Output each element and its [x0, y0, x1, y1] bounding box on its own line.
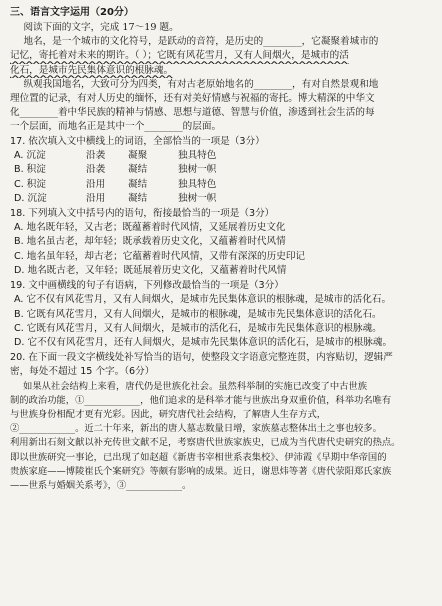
option-word: 沿袭 — [86, 150, 106, 162]
passage-line: 地名，是一个城市的文化符号，是跃动的音符，是历史的________，它凝聚着城市的 — [23, 36, 379, 48]
passage-line: ——世系与婚姻关系考》，③____________。 — [10, 479, 192, 491]
passage-line: 理位置的记录，有对人历史的缅怀，还有对美好情感与祝福的寄托。博大精深的中华文 — [10, 93, 375, 105]
option-b[interactable] — [10, 163, 432, 177]
option-d[interactable]: D. 它不仅有风花雪月，还有人间烟火，是城市先民集体意识的活化石，是城市的根脉魂。 — [14, 337, 393, 349]
passage-line: 化________着中华民族的精神与情感、思想与道德、智慧与价值，渗透到社会生活的每 — [10, 107, 375, 119]
passage-line — [10, 64, 432, 78]
passage-line: 贵族家庭——博陵崔氏个案研究》等颇有影响的成果。近日，谢思炜等著《唐代荥阳郑氏家族 — [10, 465, 392, 477]
underlined-sentence: 化石，是城市先民集体意识的根脉魂。 — [10, 64, 174, 76]
option-word: 独具特色 — [178, 178, 217, 190]
question-19 — [10, 279, 432, 351]
option-a[interactable]: A. 它不仅有风花雪月，又有人间烟火，是城市先民集体意识的根脉魂，是城市的活化石。 — [14, 294, 392, 306]
passage-line: 纵观我国地名，大致可分为四类，有对古老原始地名的________，有对自然景观和地 — [23, 78, 379, 90]
passage-line: ②____________。近二十年来，新出的唐人墓志数量日增，家族墓志整体出土之事也较多。 — [10, 423, 382, 435]
reading-passage — [10, 21, 432, 135]
option-word: 沿用 — [86, 193, 106, 205]
passage-line: 与世族身份相配才更有光彩。因此，研究唐代社会结构，了解唐人生存方式， — [10, 408, 327, 420]
option-word: 独具特色 — [178, 150, 217, 162]
option-c[interactable] — [10, 178, 432, 192]
q20-passage — [10, 380, 432, 494]
question-17 — [10, 135, 432, 207]
question-stem: 18. 下列填入文中括号内的语句，衔接最恰当的一项是（3分） — [10, 207, 275, 219]
passage-line: 利用新出石刻文献以补充传世文献不足，考察唐代世族家族史，已成为当代唐代史研究的热点。 — [10, 437, 401, 449]
option-d[interactable]: D. 地名既古老，又年轻；既延展着历史文化，又蕴蓄着时代风情 — [14, 265, 287, 277]
question-20 — [10, 351, 432, 493]
option-word: 沿用 — [86, 178, 106, 190]
option-word: 沿袭 — [86, 164, 106, 176]
option-word: B. 积淀 — [14, 164, 46, 176]
section-title: 三、语言文字运用（20分） — [10, 7, 134, 18]
option-word: 凝结 — [128, 178, 148, 190]
passage-line — [10, 49, 432, 63]
option-word: 凝结 — [128, 164, 148, 176]
underlined-sentence: 记忆，寄托着对未来的期许。（ ）；它既有风花雪月，又有人间烟火，是城市的活 — [10, 50, 349, 62]
option-word: 独树一帜 — [178, 193, 217, 205]
passage-line: 一个层面，而地名正是其中一个________的层面。 — [10, 121, 222, 133]
option-word: A. 沉淀 — [14, 150, 46, 162]
option-b[interactable]: B. 它既有风花雪月，又有人间烟火，是城市的根脉魂，是城市先民集体意识的活化石。 — [14, 308, 382, 320]
option-word: 独树一帜 — [178, 164, 217, 176]
option-b[interactable]: B. 地名虽古老，却年轻；既承载着历史文化，又蕴蓄着时代风情 — [14, 236, 286, 248]
passage-line: 如果从社会结构上来看，唐代仍是世族化社会。虽然科举制的实施已改变了中古世族 — [23, 380, 368, 392]
question-stem: 20. 在下面一段文字横线处补写恰当的语句，使整段文字语意完整连贯，内容贴切，逻辑严 — [10, 351, 393, 363]
option-word: 凝聚 — [128, 150, 148, 162]
reading-instruction: 阅读下面的文字，完成 17～19 题。 — [23, 22, 179, 33]
question-stem: 17. 依次填入文中横线上的词语，全部恰当的一项是（3分） — [10, 135, 265, 147]
option-word: 凝结 — [128, 193, 148, 205]
passage-line: 制的政治功能，①____________，他们追求的是科举才能与世族出身双重价值，科举功名唯有 — [10, 394, 392, 406]
passage-line: 即以世族研究一事论，已出现了如赵超《新唐书宰相世系表集校》、伊沛霞《早期中华帝国的 — [10, 451, 387, 463]
option-c[interactable]: C. 它既有风花雪月，又有人间烟火，是城市的活化石，是城市先民集体意识的根脉魂。 — [14, 322, 382, 334]
option-word: C. 积淀 — [14, 178, 46, 190]
option-a[interactable]: A. 地名既年轻，又古老；既蕴蓄着时代风情，又延展着历史文化 — [14, 222, 286, 234]
question-18 — [10, 207, 432, 279]
option-c[interactable]: C. 地名虽年轻，却古老；它蕴蓄着时代风情，又带有深深的历史印记 — [14, 250, 306, 262]
question-stem: 19. 文中画横线的句子有语病，下列修改最恰当的一项是（3分） — [10, 279, 284, 291]
option-d[interactable] — [10, 192, 432, 206]
option-a[interactable] — [10, 149, 432, 163]
option-word: D. 沉淀 — [14, 193, 47, 205]
question-stem: 密，每处不超过 15 个字。（6分） — [10, 366, 155, 378]
